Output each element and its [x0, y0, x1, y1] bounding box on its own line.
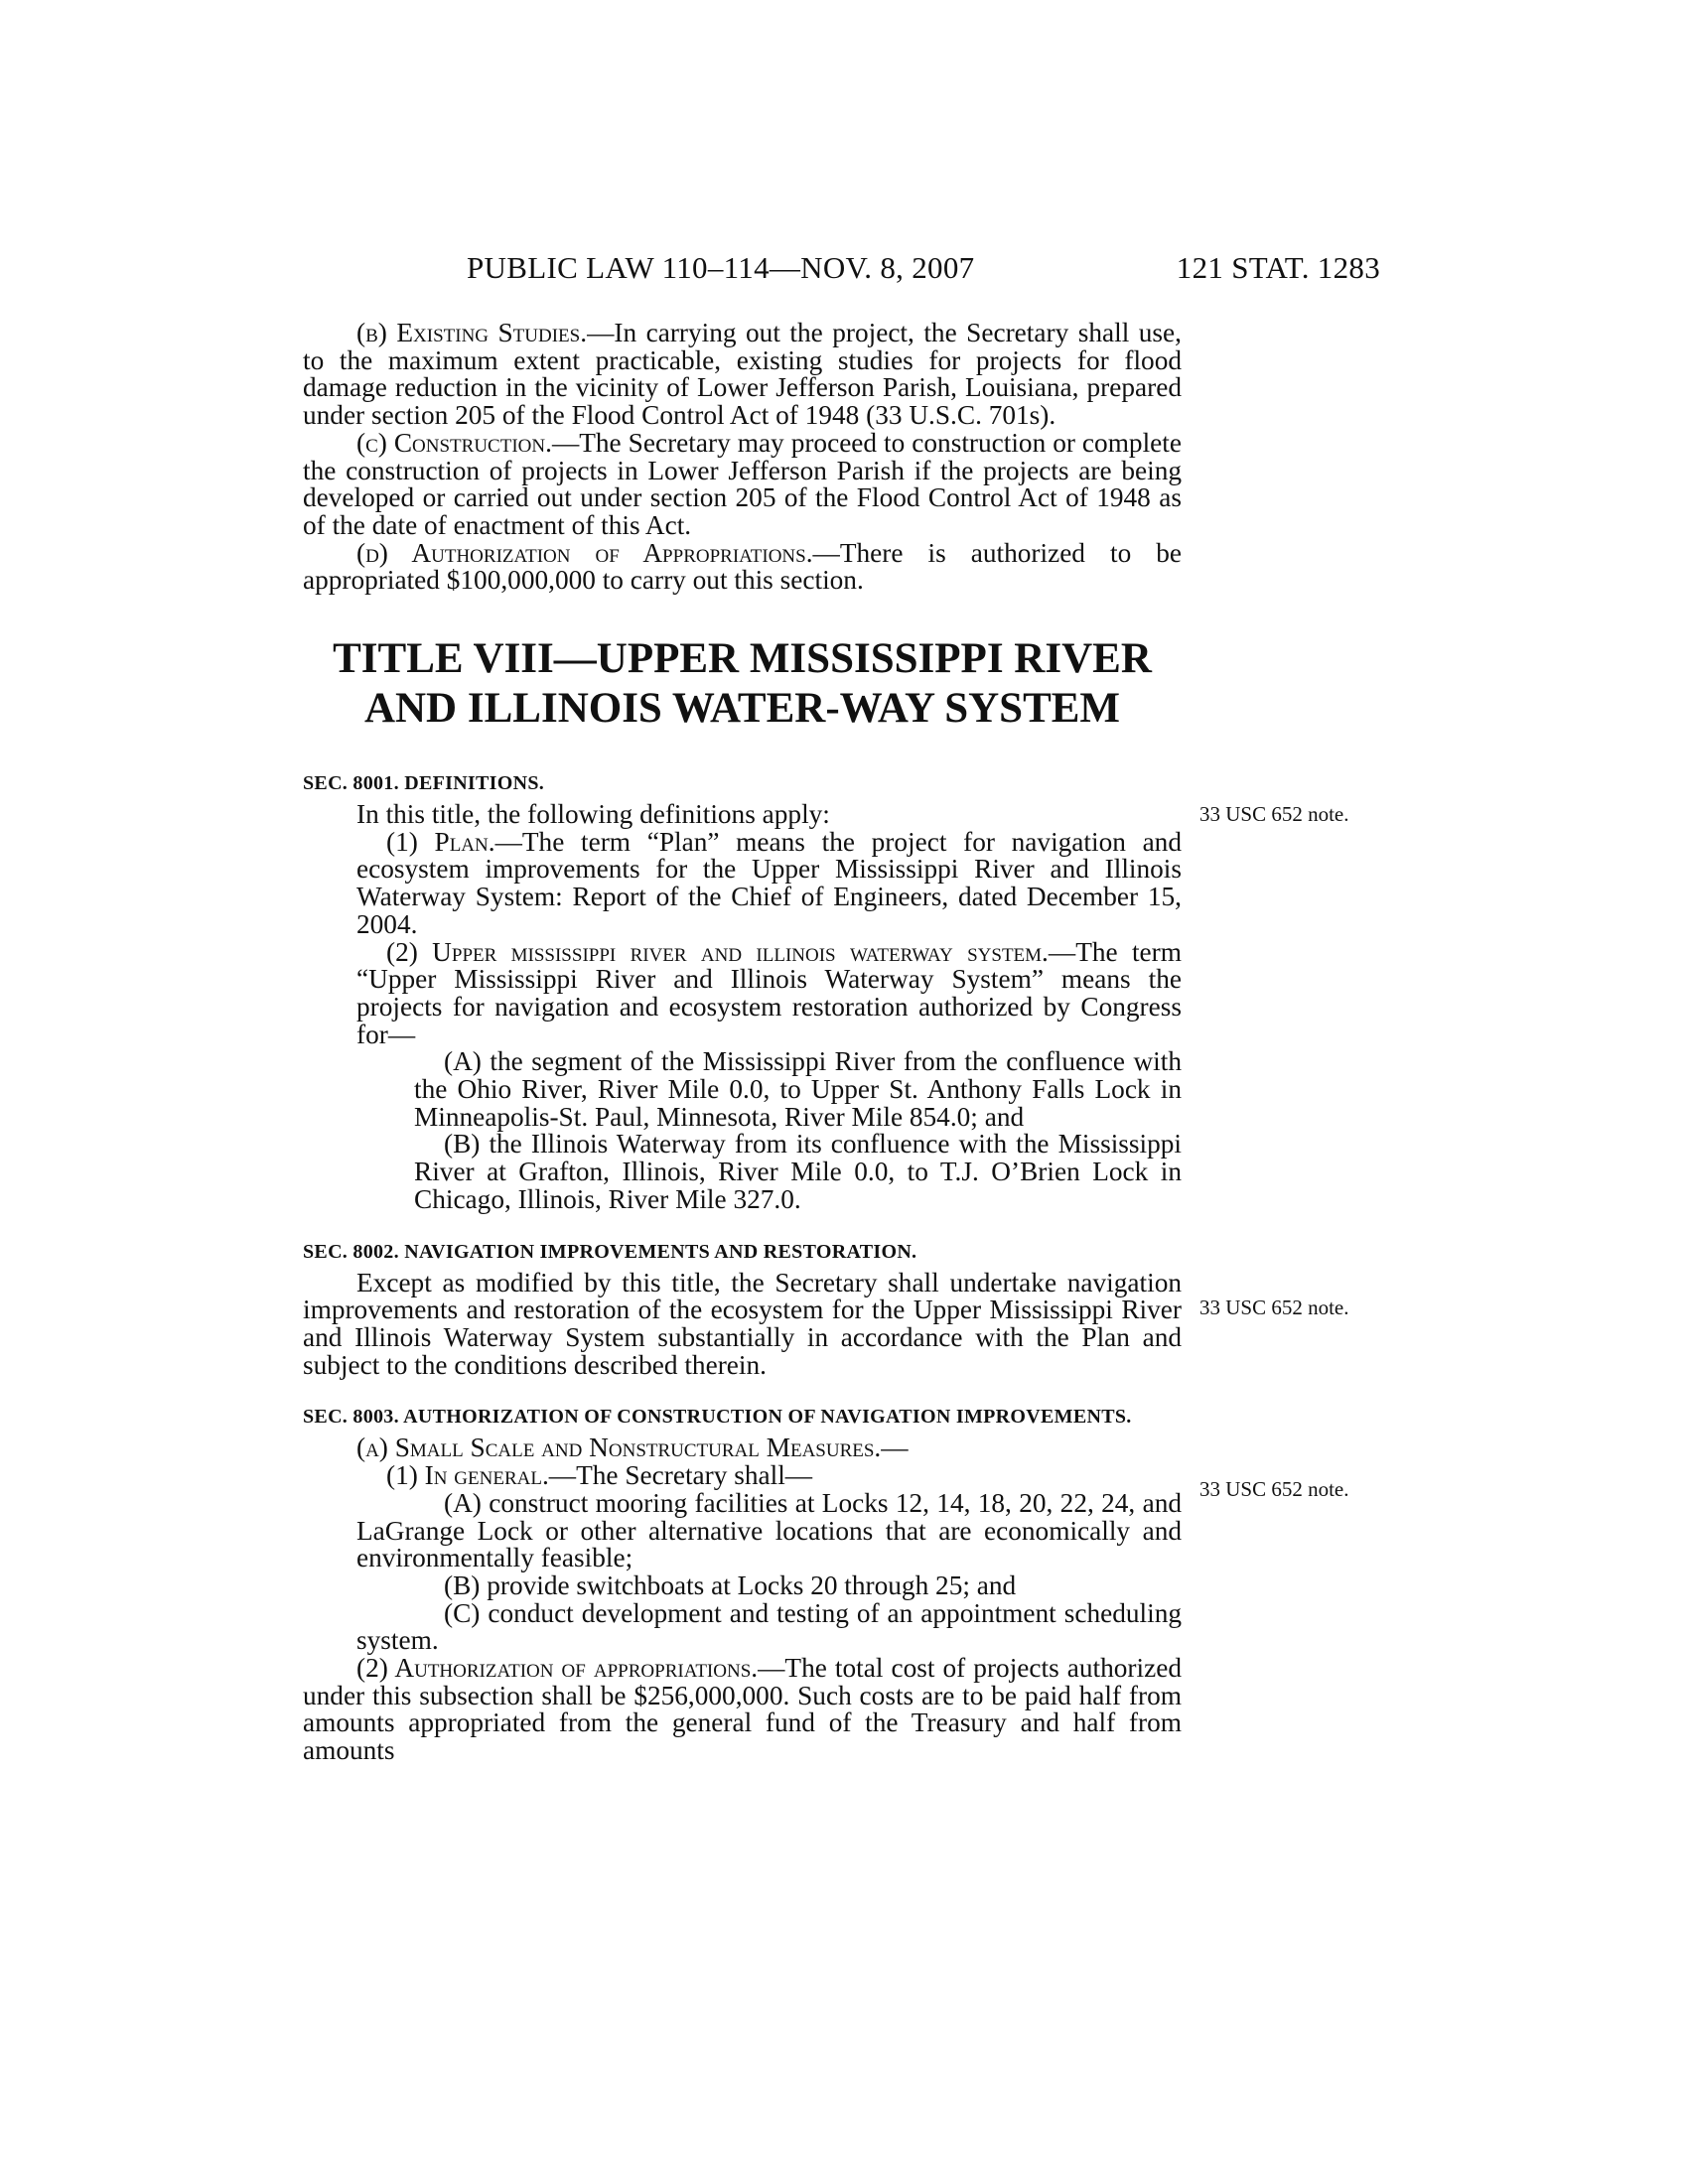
paragraph-1-text: —The Secretary shall—: [548, 1460, 813, 1491]
paragraph-2-appropriations: [303, 1655, 1182, 1765]
paragraph-c-text: —The Secretary may proceed to construction or complete the construction of projects in Lower Jefferson Parish if the projects are being developed or carried out under section 205 of the Flood Control Act of 1948 as of the date of enactment of this Act.: [303, 427, 1182, 540]
section-8002-text: Except as modified by this title, the Secretary shall undertake navigation improvements and restoration of the ecosystem for the Upper Mississippi River and Illinois Waterway System substantially in accordance with the Plan and subject to the conditions described therein.: [303, 1267, 1182, 1380]
item-a-mooring: (A) construct mooring facilities at Locks 12, 14, 18, 20, 22, 24, and LaGrange Lock or other alternative locations that are economically and environmentally feasible;: [356, 1487, 1182, 1573]
margin-note-8001: 33 USC 652 note.: [1199, 802, 1349, 826]
paragraph-2-text: —The total cost of projects authorized under this subsection shall be $256,000,000. Such costs are to be paid half from amounts appropriated from the general fund of the Treasury and half from amounts: [303, 1653, 1182, 1766]
title-heading: [303, 634, 1182, 734]
item-b-switchboats: (B) provide switchboats at Locks 20 through 25; and: [444, 1570, 1017, 1600]
margin-note-8002: 33 USC 652 note.: [1199, 1296, 1349, 1319]
paragraph-c-heading: (c) Construction.: [356, 427, 552, 458]
public-law-citation: PUBLIC LAW 110–114—NOV. 8, 2007: [467, 250, 975, 285]
paragraph-1-heading: (1) In general.: [386, 1460, 549, 1491]
subparagraph-b-illinois: (B) the Illinois Waterway from its confluence with the Mississippi River at Grafton, Illinois, River Mile 0.0, to T.J. O’Brien Lock in Chicago, Illinois, River Mile 327.0.: [414, 1129, 1182, 1214]
paragraph-2-heading: (2) Authorization of appropriations.: [356, 1653, 759, 1684]
statute-page-number: 121 STAT. 1283: [1176, 250, 1380, 285]
subsection-a-small-scale: [303, 1434, 1182, 1462]
definition-waterway-system: [303, 936, 1182, 1049]
section-8003-heading: SEC. 8003. AUTHORIZATION OF CONSTRUCTION OF NAVIGATION IMPROVEMENTS.: [303, 1406, 1132, 1429]
body-text-column: [303, 320, 1182, 1765]
section-8002-heading: SEC. 8002. NAVIGATION IMPROVEMENTS AND RESTORATION.: [303, 1240, 917, 1263]
paragraph-1-in-general: [303, 1462, 1182, 1490]
definition-plan-heading: (1) Plan.: [386, 826, 495, 857]
definition-plan-text: —The term “Plan” means the project for navigation and ecosystem improvements for the Upper Mississippi River and Illinois Waterway System: Report of the Chief of Engineers, dated December 15, 2004.: [356, 826, 1182, 939]
paragraph-b-text: —In carrying out the project, the Secretary shall use, to the maximum extent practicable, existing studies for projects for flood damage reduction in the vicinity of Lower Jefferson Parish, Louisiana, prepared under section 205 of the Flood Control Act of 1948 (33 U.S.C. 701s).: [303, 318, 1182, 431]
paragraph-b-heading: (b) Existing Studies.: [356, 318, 588, 347]
title-line-1: TITLE VIII—UPPER MISSISSIPPI RIVER: [333, 635, 1152, 683]
subsection-a-heading: (a) Small Scale and Nonstructural Measures.: [356, 1433, 882, 1463]
paragraph-d-appropriations: [303, 537, 1183, 596]
item-c-scheduling: (C) conduct development and testing of an appointment scheduling system.: [356, 1597, 1182, 1656]
subsection-a-dash: —: [881, 1433, 909, 1463]
title-line-2: AND ILLINOIS WATER-WAY SYSTEM: [363, 685, 1121, 733]
definition-waterway-text: —The term “Upper Mississippi River and Illinois Waterway System” means the projects for navigation and ecosystem restoration authorized by Congress for—: [356, 936, 1182, 1049]
subparagraph-a-mississippi: (A) the segment of the Mississippi River from the confluence with the Ohio River, River Mile 0.0, to Upper St. Anthony Falls Lock in Minneapolis-St. Paul, Minnesota, River Mile 854.0; and: [414, 1046, 1182, 1132]
running-header: [303, 250, 1380, 290]
paragraph-d-heading: (d) Authorization of Appropriations.: [356, 537, 813, 568]
paragraph-c-construction: [303, 427, 1182, 540]
definition-plan: [303, 826, 1182, 939]
paragraph-b-existing-studies: [303, 320, 1182, 430]
definition-waterway-heading: (2) Upper mississippi river and illinois waterway system.: [386, 936, 1049, 967]
paragraph-d-text: —There is authorized to be appropriated $100,000,000 to carry out this section.: [303, 537, 1183, 596]
section-8001-intro: In this title, the following definitions apply:: [356, 799, 830, 830]
section-8001-heading: SEC. 8001. DEFINITIONS.: [303, 772, 545, 795]
margin-note-8003: 33 USC 652 note.: [1199, 1477, 1349, 1501]
